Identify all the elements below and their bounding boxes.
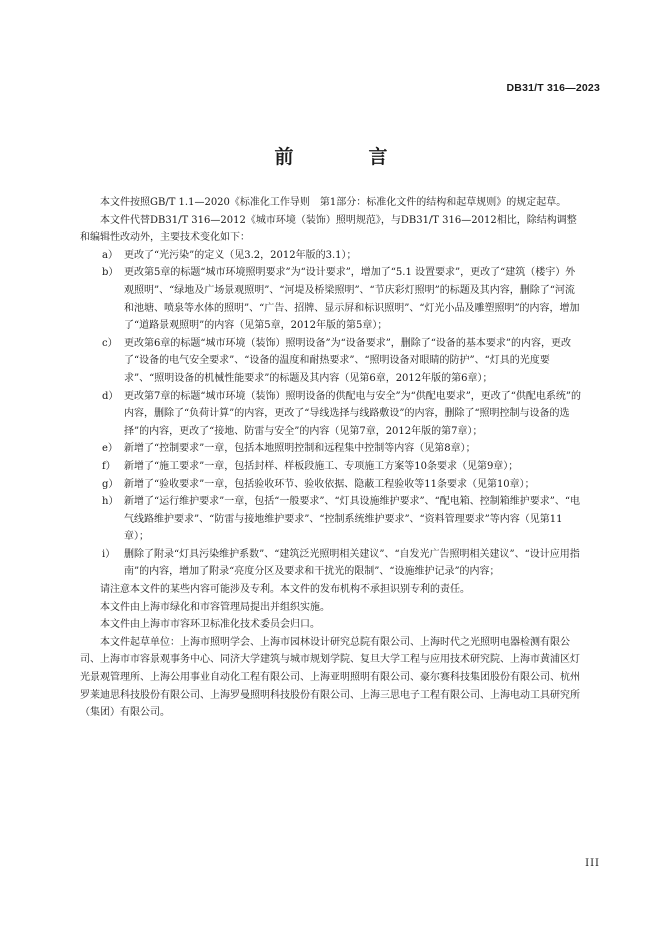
list-marker: e） bbox=[102, 443, 118, 455]
list-marker: c） bbox=[102, 337, 118, 349]
list-item bbox=[80, 264, 584, 334]
patent-notice: 请注意本文件的某些内容可能涉及专利。本文件的发布机构不承担识别专利的责任。 bbox=[100, 584, 470, 596]
committee-statement: 本文件由上海市市容环卫标准化技术委员会归口。 bbox=[100, 619, 320, 631]
drafting-units: 本文件起草单位：上海市照明学会、上海市园林设计研究总院有限公司、上海时代之光照明电器检测有限公司、上海市市容景观事务中心、同济大学建筑与城市规划学院、复旦大学工程与应用技术研究院、上海市黄浦区灯光景观管理所、上海公用事业自动化工程有限公司、上海亚明照明有限公司、豪尔赛科技集团股份有限公司、杭州罗莱迪思科技股份有限公司、上海罗曼照明科技股份有限公司、上海三思电子工程有限公司、上海电动工具研究所（集团）有限公司。 bbox=[80, 636, 580, 719]
list-item-text: 更改第7章的标题“城市环境（装饰）照明设备的供配电与安全”为“供配电要求”，更改了“供配电系统”的内容，删除了“负荷计算”的内容，更改了“导线选择与线路敷设”的内容，删除了“照明控制与设备的选择”的内容，更改了“接地、防雷与安全”的内容（见第7章，2012年版的第7章）； bbox=[124, 390, 582, 437]
list-marker: a） bbox=[102, 249, 118, 261]
list-marker: f） bbox=[102, 460, 116, 472]
list-item bbox=[80, 440, 584, 458]
intro-paragraph: 本文件代替DB31/T 316—2012《城市环境（装饰）照明规范》，与DB31/T 316—2012相比，除结构调整和编辑性改动外，主要技术变化如下： bbox=[80, 214, 577, 244]
page-number: III bbox=[585, 858, 600, 869]
list-marker: g） bbox=[102, 478, 119, 490]
list-item-text: 新增了“验收要求”一章，包括验收环节、验收依据、隐蔽工程验收等11条要求（见第10章）； bbox=[124, 478, 535, 490]
changes-list bbox=[80, 247, 584, 581]
list-item-text: 删除了附录“灯具污染维护系数”、“建筑泛光照明相关建议”、“自发光广告照明相关建议”、“设计应用指南”的内容，增加了附录“亮度分区及要求和干扰光的限制”、“设施维护记录”的内容； bbox=[124, 548, 580, 578]
list-item-text: 新增了“施工要求”一章，包括封样、样板段施工、专项施工方案等10条要求（见第9章）； bbox=[124, 460, 519, 472]
foreword-body bbox=[80, 194, 584, 722]
list-item bbox=[80, 388, 584, 441]
list-marker: d） bbox=[102, 390, 119, 402]
standard-code: DB31/T 316—2023 bbox=[506, 82, 600, 94]
page-title: 前 言 bbox=[274, 146, 416, 168]
list-item bbox=[80, 458, 584, 476]
list-item-text: 新增了“控制要求”一章，包括本地照明控制和远程集中控制等内容（见第8章）； bbox=[124, 443, 476, 455]
list-item bbox=[80, 476, 584, 494]
list-item-text: 新增了“运行维护要求”一章，包括“一般要求”、“灯具设施维护要求”、“配电箱、控制箱维护要求”、“电气线路维护要求”、“防雷与接地维护要求”、“控制系统维护要求”、“资料管理要求”等内容（见第11章）； bbox=[124, 496, 581, 543]
list-item bbox=[80, 335, 584, 388]
list-marker: h） bbox=[102, 496, 119, 508]
intro-paragraph: 本文件按照GB/T 1.1—2020《标准化工作导则 第1部分：标准化文件的结构和起草规则》的规定起草。 bbox=[100, 197, 567, 208]
list-item-text: 更改第5章的标题“城市环境照明要求”为“设计要求”，增加了“5.1 设置要求”，更改了“建筑（楼宇）外观照明”、“绿地及广场景观照明”、“河堤及桥梁照明”、“节庆彩灯照明”的标题及其内容，删除了“河流和池塘、喷泉等水体的照明”、“广告、招牌、显示屏和标识照明”、“灯光小品及雕塑照明”的内容，增加了“道路景观照明”的内容（见第5章，2012年版的第5章）； bbox=[124, 267, 580, 332]
proposer-statement: 本文件由上海市绿化和市容管理局提出并组织实施。 bbox=[100, 601, 330, 613]
list-marker: b） bbox=[102, 267, 119, 279]
list-marker: i） bbox=[102, 548, 116, 560]
list-item bbox=[80, 493, 584, 546]
list-item-text: 更改第6章的标题“城市环境（装饰）照明设备”为“设备要求”，删除了“设备的基本要求”的内容，更改了“设备的电气安全要求”、“设备的温度和耐热要求”、“照明设备对眼睛的防护”、“灯具的光度要求”、“照明设备的机械性能要求”的标题及其内容（见第6章，2012年版的第6章）； bbox=[124, 337, 572, 384]
list-item bbox=[80, 546, 584, 581]
list-item-text: 更改了“光污染”的定义（见3.2，2012年版的3.1）； bbox=[124, 249, 357, 261]
list-item bbox=[80, 247, 584, 265]
